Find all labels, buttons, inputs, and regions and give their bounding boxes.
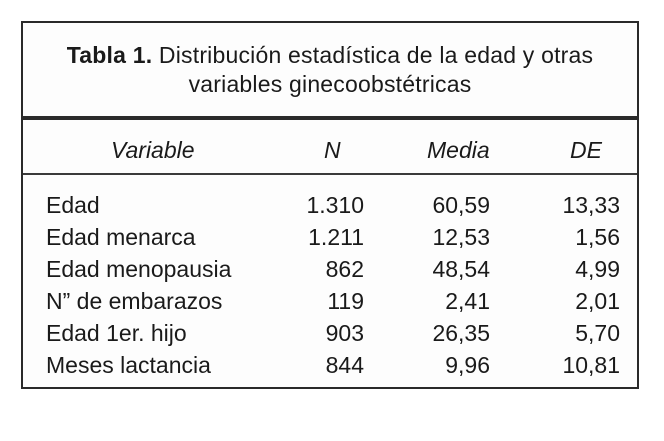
row-de: 13,33 xyxy=(562,192,620,218)
row-de: 2,01 xyxy=(575,288,620,314)
caption-title: Distribución estadística de la edad y otras xyxy=(158,42,594,68)
row-media: 48,54 xyxy=(432,256,490,282)
row-variable: N” de embarazos xyxy=(46,288,223,314)
row-media: 26,35 xyxy=(432,320,490,346)
row-variable: Edad xyxy=(46,192,100,218)
row-n: 844 xyxy=(325,352,364,378)
row-media: 12,53 xyxy=(432,224,490,250)
row-n: 119 xyxy=(327,288,364,314)
row-media: 60,59 xyxy=(432,192,490,218)
row-media: 2,41 xyxy=(445,288,490,314)
row-n: 1.211 xyxy=(308,224,364,250)
row-n: 903 xyxy=(325,320,364,346)
row-media: 9,96 xyxy=(445,352,490,378)
row-de: 10,81 xyxy=(562,352,620,378)
header-de: DE xyxy=(570,137,602,163)
row-de: 5,70 xyxy=(575,320,620,346)
row-variable: Edad 1er. hijo xyxy=(46,320,187,346)
header-variable: Variable xyxy=(111,137,195,163)
header-top-rule xyxy=(23,116,637,120)
caption-line-1 xyxy=(23,41,637,70)
statistics-table xyxy=(21,21,639,389)
row-de: 1,56 xyxy=(575,224,620,250)
caption-label: Tabla 1. xyxy=(66,42,153,68)
row-de: 4,99 xyxy=(575,256,620,282)
row-n: 862 xyxy=(325,256,364,282)
row-n: 1.310 xyxy=(306,192,364,218)
header-n: N xyxy=(324,137,341,163)
row-variable: Edad menopausia xyxy=(46,256,232,282)
row-variable: Meses lactancia xyxy=(46,352,211,378)
header-media: Media xyxy=(427,137,490,163)
table-caption xyxy=(23,41,637,99)
row-variable: Edad menarca xyxy=(46,224,196,250)
header-bottom-rule xyxy=(23,173,637,175)
caption-line-2: variables ginecoobstétricas xyxy=(188,71,472,97)
